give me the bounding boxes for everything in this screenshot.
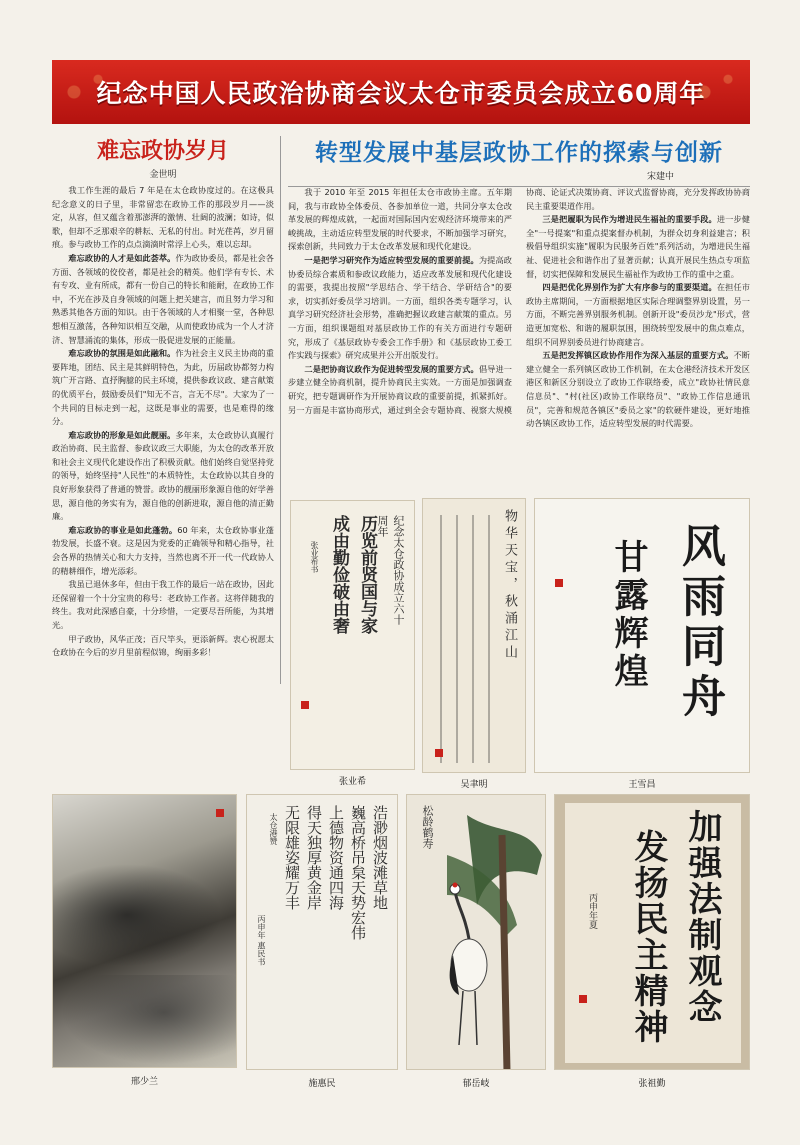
paragraph-text: 作为政协委员，都是社会各方面、各领域的佼佼者，都是社会的精英。他们学有专长、术有专攻、业有所成，都有一份自己的特长和能耐，在政协工作中，不光在涉及自身领域的问题上把关建言，而且努力学习和熟悉其他各方面的知识。由于各领域的人才相聚一堂，各种思想相互激荡，各种知识相互交融，从而使政协成为一个人才济济、智慧涌流的集体，形成一股促进发展的正能量。	[52, 252, 274, 345]
artwork-text: 巍高桥吊枲天势宏伟	[349, 805, 367, 940]
artwork-text: 甘露辉煌	[608, 539, 648, 691]
banner-title: 纪念中国人民政治协商会议太仓市委员会成立60周年	[96, 79, 706, 108]
artwork-caption: 吴聿明	[460, 780, 488, 790]
artwork-caption: 郁岳岐	[462, 1079, 490, 1089]
paragraph-lead: 难忘政协的事业是如此蓬勃。	[68, 524, 178, 535]
article-paragraph	[52, 184, 274, 252]
article-paragraph	[526, 213, 750, 281]
paragraph-text: 我虽已退休多年，但由于我工作的最后一站在政协，因此还保留着一个十分宝贵的称号：老政协工作者。这将伴随我的终生。我对此深感自豪，十分珍惜，一定要尽吾所能，为其增光。	[52, 579, 274, 630]
paragraph-text: 甲子政协，风华正茂；百尺竿头，更添新辉。衷心祝愿太仓政协在今后的岁月里前程似锦，绚丽多彩！	[52, 633, 274, 658]
artwork-text: 无限雄姿耀万丰	[283, 805, 301, 910]
article-paragraph	[52, 252, 274, 347]
landscape-ink-wash	[53, 975, 237, 1068]
seal-stamp	[579, 995, 587, 1003]
artwork-text: 丙申年夏	[587, 893, 597, 929]
cursive-script-texture	[431, 515, 493, 763]
article-paragraph	[52, 633, 274, 660]
landscape-ink-wash	[53, 855, 237, 975]
crane-pine-illustration	[407, 795, 546, 1070]
right-article-author: 宋建中	[646, 172, 674, 182]
banner-ornament-left	[56, 60, 116, 124]
article-paragraph	[288, 254, 512, 363]
paragraph-lead: 五是把发挥镇区政协作用作为深入基层的重要方式。	[542, 350, 734, 361]
paragraph-text: 我于 2010 年至 2015 年担任太仓市政协主席。五年期间，我与市政协全体委员、各参加单位一道，共同分享太仓改革发展的辉煌成就，一起面对国际国内宏观经济环境带来的严峻挑战，主动适应转型发展的时代要求，不断加强学习研究，探索创新，共同致力于太仓改革发展和现代化建设。	[288, 187, 512, 252]
painting-xing-shaolan	[52, 794, 237, 1068]
artwork-text: 历览前贤国与家	[357, 515, 377, 634]
paragraph-text: 作为社会主义民主协商的重要阵地，团结、民主是其鲜明特色，为此，历届政协都努力构筑广开言路、直抒胸臆的民主环境，提供参政议政、建言献策的优质平台，鼓励委员们"知无不言，言无不尽"。大家为了一个共同的目标走到一起，这既是事业的需要，也是难得的缘分。	[52, 348, 274, 427]
paragraph-lead: 难忘政协的氛围是如此融和。	[68, 348, 176, 359]
left-article-title: 难忘政协岁月	[96, 138, 229, 164]
paragraph-lead: 一是把学习研究作为适应转型发展的重要前提。	[304, 254, 479, 265]
artwork-text: 成由勤俭破由奢	[329, 515, 349, 634]
paragraph-lead: 三是把履职为民作为增进民生福祉的重要手段。	[542, 214, 717, 225]
calligraphy-zhang-zuqin	[554, 794, 750, 1070]
paragraph-text: 在担任市政协主席期间，一方面根据地区实际合理调整界别设置，另一方面，不断完善界别服务机制。创新开设"委员沙龙"形式，营造更加宽松、和谐的履职氛围，围绕转型发展中的焦点难点，组织不同界别委员进行协商建言。	[526, 282, 750, 347]
artwork-text: 风雨同舟	[674, 523, 725, 723]
title-divider	[288, 186, 750, 187]
artwork-caption: 张祖勤	[638, 1079, 666, 1089]
right-article-title: 转型发展中基层政协工作的探索与创新	[315, 139, 723, 166]
paragraph-text: 不断建立健全一系列镇区政协工作机制，在太仓港经济技术开发区港区和新区分别设立了政协工作联络委，成立"政协社情民意信息员"、"村(社区)政协工作联络员"、"政协工作信息通讯员"，完善和规范各镇区"委员之家"的软硬件建设，更好地推动各镇区政协工作，适应转型发展的时代需要。	[526, 350, 750, 429]
left-article-body	[52, 184, 274, 660]
seal-stamp	[555, 579, 563, 587]
paragraph-text: 进一步健全"一号提案"和重点提案督办机制，为群众切身利益建言；积极倡导组织实施"履职为民服务百姓"系列活动，为增进民生福祉、促进社会和谐作出了显著贡献；认真开展民生热点专项监督，切实把保障和发展民生福祉作为政协工作的重中之重。	[526, 214, 750, 279]
article-paragraph	[52, 524, 274, 578]
paragraph-lead: 难忘政协的人才是如此荟萃。	[68, 252, 176, 263]
paragraph-text: 多年来，太仓政协认真履行政治协商、民主监督、参政议政三大职能，为太仓的改革开放和社会主义现代化建设作出了积极贡献。他们始终自觉坚持党的领导，始终坚持"人民性"的本质特性，太仓政协以其自身的良好形象获得了普通的赞誉。政协的靓丽形象源自他的好学善思，源自他的务实有为，源自他的创新进取，源自他的清正勤廉。	[52, 429, 274, 522]
seal-stamp	[216, 809, 224, 817]
artwork-caption: 张业希	[338, 777, 366, 787]
article-paragraph	[52, 347, 274, 429]
painting-yu-yueqi	[406, 794, 546, 1070]
left-article-author: 金世明	[149, 170, 177, 180]
calligraphy-shi-huimin	[246, 794, 398, 1070]
seal-stamp	[301, 701, 309, 709]
paragraph-text: 倡导进一步建立健全协商机制，提升协商民主实效。一方面是加强调查研究，把专题调研作为开展协商议政的重要前提，抓紧抓好。另一方面是丰富协商形式，通过到全会专题协商、视察大规模协商、论证式决策协商、评议式监督协商，充分发挥政协协商民主重要渠道作用。	[288, 187, 750, 415]
banner-ornament-right	[686, 60, 746, 124]
right-article	[288, 132, 750, 429]
artwork-text: 张业希书	[310, 541, 319, 573]
calligraphy-wu-liming	[422, 498, 526, 773]
artwork-caption: 施惠民	[308, 1079, 336, 1089]
artwork-text: 松龄鹤寿	[421, 805, 434, 849]
calligraphy-wang-xuechang	[534, 498, 750, 773]
paragraph-lead: 难忘政协的形象是如此靓丽。	[68, 429, 176, 440]
artwork-caption: 邢少兰	[130, 1077, 158, 1087]
seal-stamp	[435, 749, 443, 757]
article-paragraph	[52, 578, 274, 632]
artwork-caption: 王雪昌	[628, 780, 656, 790]
artwork-text: 上德物资通四海	[327, 805, 345, 910]
artwork-text: 丙申年 惠民书	[257, 915, 266, 966]
artwork-text: 物华天宝，秋涌江山	[502, 509, 517, 662]
artwork-text: 纪念太仓政协成立六十周年	[376, 515, 405, 625]
column-divider	[280, 136, 281, 684]
artwork-text: 发扬民主精神	[628, 829, 668, 1045]
article-paragraph	[288, 186, 512, 254]
calligraphy-zhang-yexi	[290, 500, 415, 770]
left-article	[52, 130, 274, 660]
artwork-text: 太仓港赞	[269, 813, 278, 845]
paragraph-lead: 二是把协商议政作为促进转型发展的重要方式。	[304, 363, 479, 374]
article-paragraph	[526, 349, 750, 431]
article-paragraph	[52, 429, 274, 524]
paragraph-text: 我工作生涯的最后 7 年是在太仓政协度过的。在这极具纪念意义的日子里，非常留恋在政协工作的那段岁月——淡定，从容，但又蕴含着那澎湃的激情、壮阔的波澜；如诗，似歌，但却不乏那艰辛的耕耘、无私的付出。时光荏苒，岁月留痕。参与政协工作的点点滴滴时常浮上心头，难以忘却。	[52, 185, 274, 250]
paragraph-text: 为提高政协委员综合素质和参政议政能力，适应改革发展和现代化建设的需要，我提出按照"学思结合、学干结合、学研结合"的要求，切实抓好委员学习培训。一方面，组织各类专题学习，认真学习研究经济社会形势，准确把握议政建言献策的重点。另一方面，组织课题组对基层政协工作的有关方面进行专题研究，形成了《基层政协专委会工作手册》和《基层政协工委工作实践与探索》研究成果并公开出版发行。	[288, 254, 512, 361]
artwork-text: 浩渺烟波滩草地	[371, 805, 389, 910]
artwork-text: 加强法制观念	[682, 809, 722, 1025]
paragraph-text: 60 年来，太仓政协事业蓬勃发展，长盛不衰。这是因为党委的正确领导和精心指导，社会各界的热情关心和大力支持，当然也离不开一代一代政协人的精耕细作，增光添彩。	[52, 524, 274, 576]
article-paragraph	[526, 281, 750, 349]
page-banner	[52, 60, 750, 124]
paragraph-lead: 四是把优化界别作为扩大有序参与的重要渠道。	[542, 282, 717, 293]
artwork-text: 得天独厚黄金岸	[305, 805, 323, 910]
